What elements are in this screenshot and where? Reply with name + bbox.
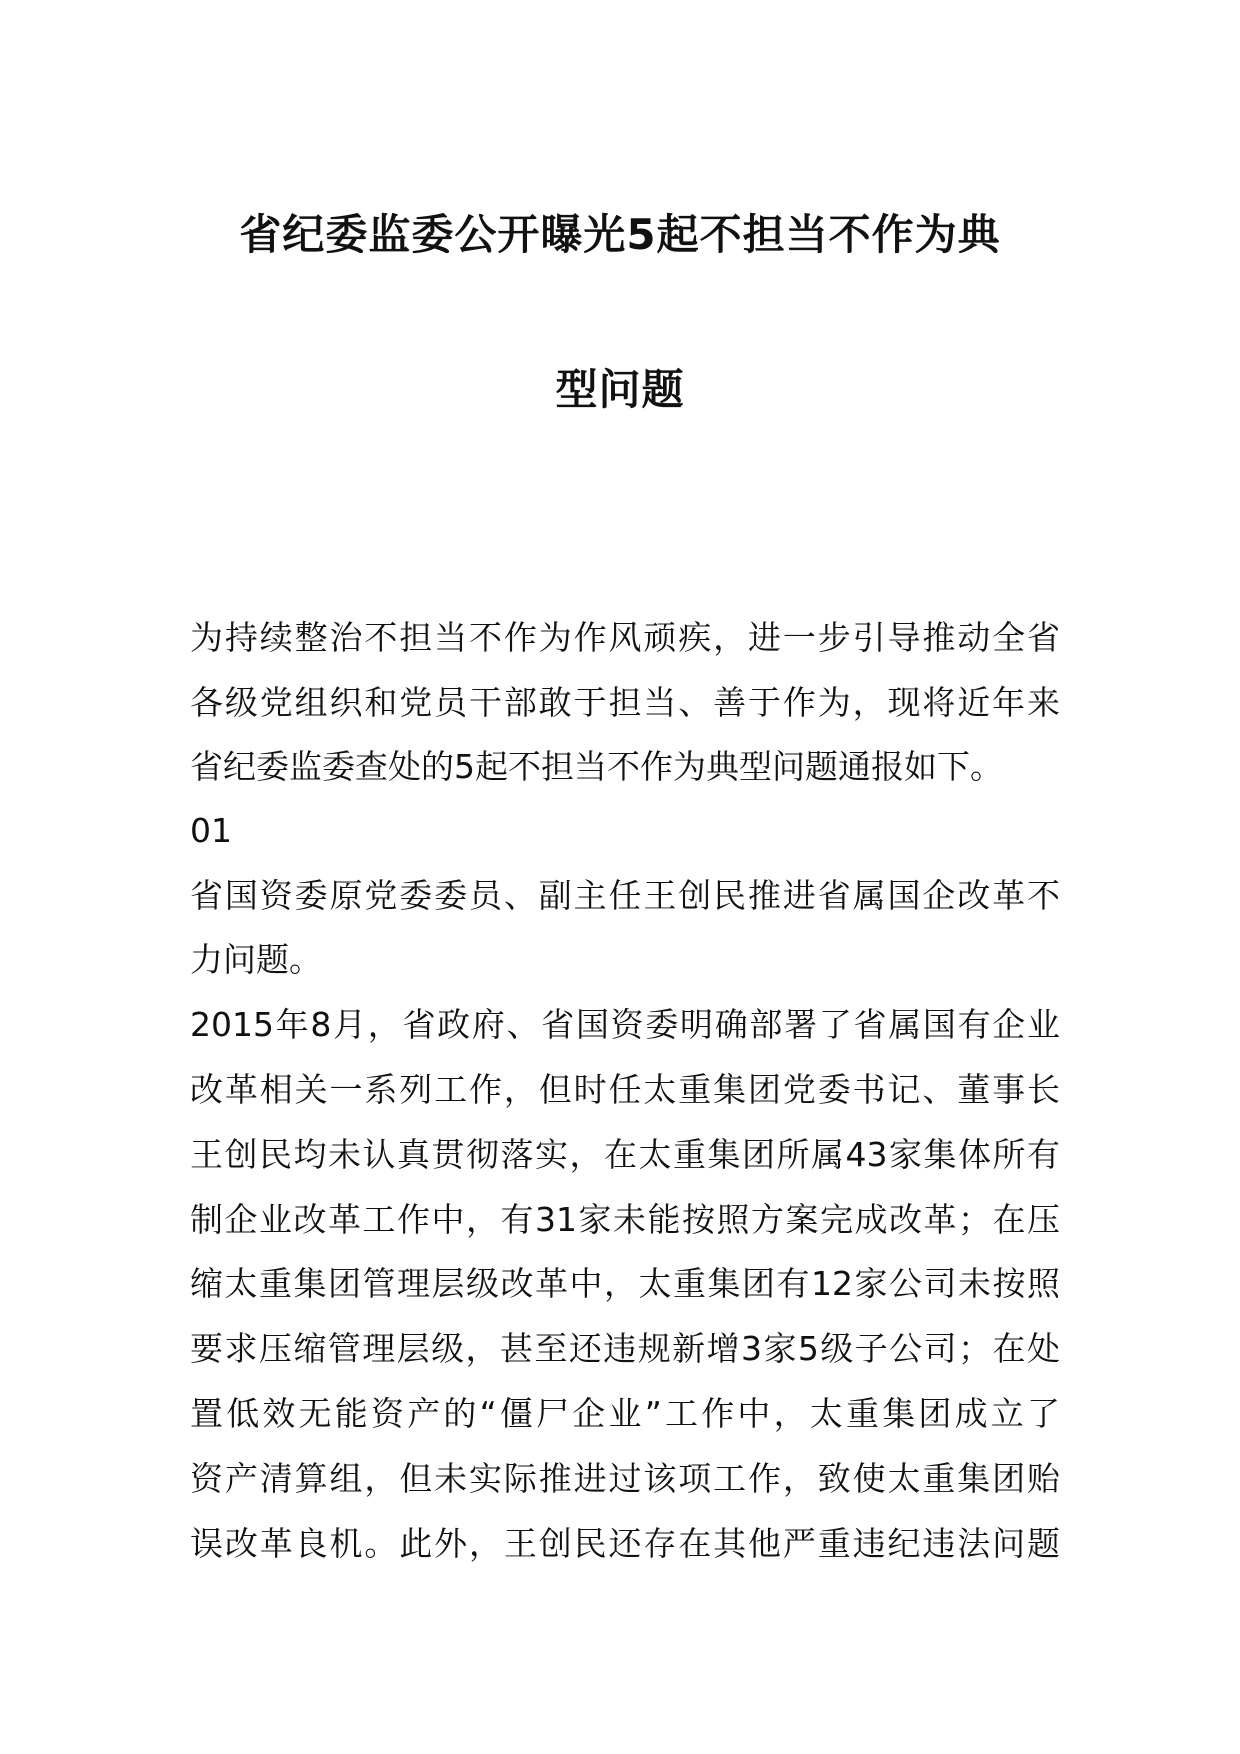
paragraph-line: 为持续整治不担当不作为作风顽疾，进一步引导推动全省 — [190, 618, 1060, 657]
paragraph-line: 要求压缩管理层级，甚至还违规新增3家5级子公司；在处 — [190, 1329, 1060, 1368]
section-heading-line: 省国资委原党委委员、副主任王创民推进省属国企改革不 — [190, 876, 1060, 915]
paragraph-line: 各级党组织和党员干部敢于担当、善于作为，现将近年来 — [190, 683, 1060, 722]
paragraph-line: 置低效无能资产的“僵尸企业”工作中，太重集团成立了 — [190, 1394, 1060, 1433]
paragraph-line: 缩太重集团管理层级改革中，太重集团有12家公司未按照 — [190, 1264, 1060, 1303]
paragraph-line: 王创民均未认真贯彻落实，在太重集团所属43家集体所有 — [190, 1135, 1060, 1174]
paragraph-line: 改革相关一系列工作，但时任太重集团党委书记、董事长 — [190, 1070, 1060, 1109]
paragraph-line: 资产清算组，但未实际推进过该项工作，致使太重集团贻 — [190, 1459, 1060, 1498]
paragraph-line: 误改革良机。此外，王创民还存在其他严重违纪违法问题 — [190, 1524, 1060, 1563]
document-title-line-1: 省纪委监委公开曝光5起不担当不作为典 — [239, 210, 1001, 259]
section-number: 01 — [190, 811, 232, 850]
section-heading-line: 力问题。 — [190, 940, 322, 979]
document-title-line-2: 型问题 — [555, 365, 685, 414]
paragraph-line: 2015年8月，省政府、省国资委明确部署了省属国有企业 — [190, 1005, 1060, 1044]
paragraph-line: 制企业改革工作中，有31家未能按照方案完成改革；在压 — [190, 1200, 1060, 1239]
paragraph-line: 省纪委监委查处的5起不担当不作为典型问题通报如下。 — [190, 747, 1003, 786]
